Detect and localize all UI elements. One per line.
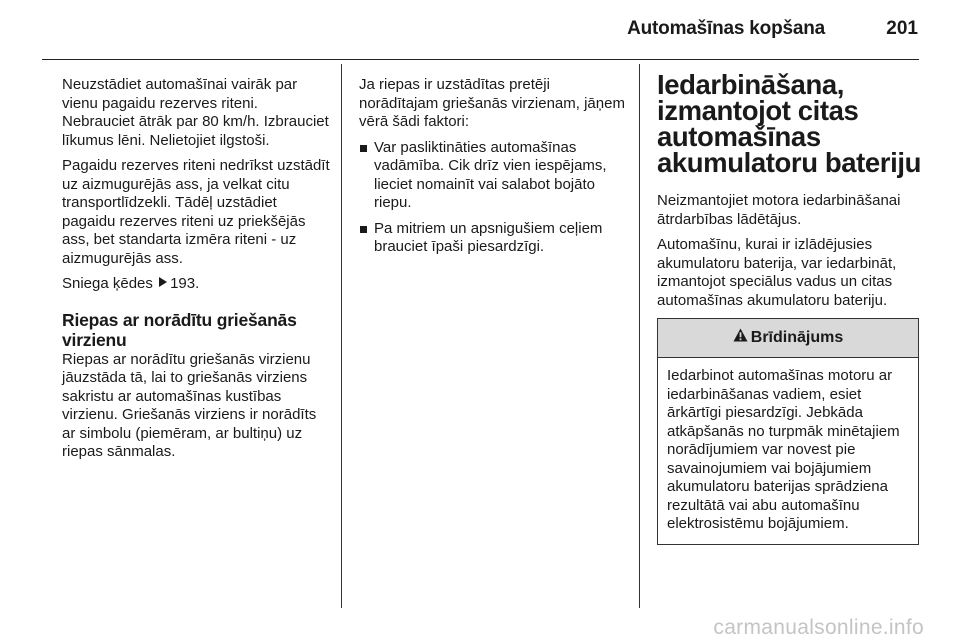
bullet-square-icon [360,226,367,233]
warning-header [658,319,918,358]
snow-chains-page-ref[interactable]: 193. [170,275,200,292]
warning-triangle-icon [733,328,748,348]
paragraph: Neizmantojiet motora iedarbināšanai ātrdarbības lādētājus. [657,192,901,228]
section-title: Iedarbināšana, izmantojot citas automašīnas akumulatoru bateriju [657,69,921,178]
paragraph: Automašīnu, kurai ir izlādējusies akumulatoru baterija, var iedarbināt, izmantojot speciālus vadus un citas automašīnas akumulatoru bateriju. [657,236,897,309]
snow-chains-reference[interactable] [62,275,330,294]
page-number: 201 [886,18,918,39]
watermark: carmanualsonline.info [713,616,924,639]
paragraph: Pagaidu rezerves riteni nedrīkst uzstādīt uz aizmugurējās ass, ja velkat citu transportlīdzekli. Tādēļ uzstādiet pagaidu rezerves riteni uz priekšējās ass, bet standarta izmēra riteni - uz aizmugurējās ass. [62,157,330,267]
warning-box [657,318,919,545]
bullet-list [359,139,625,257]
column-divider-2 [639,64,640,608]
warning-body: Iedarbinot automašīnas motoru ar iedarbināšanas vadiem, esiet ārkārtīgi piesardzīgi. Jebkāda atkāpšanās no turpmāk minētajiem norādījumiem var novest pie savainojumiem vai bojājumiem akumulatoru baterijas sprādziena rezultātā vai abu automašīnu elektrosistēmu bojājumiem. [667,367,900,532]
column-1 [62,76,330,469]
snow-chains-text: Sniega ķēdes [62,275,153,292]
column-2 [359,76,625,264]
header-divider [42,59,919,60]
paragraph: Riepas ar norādītu griešanās virzienu jāuzstāda tā, lai to griešanās virziens sakristu ar automašīnas kustības virzienu. Griešanās virziens ir norādīts ar simbolu (piemēram, ar bultiņu) uz riepas sānmalas. [62,350,317,460]
arrow-reference-icon [159,277,167,287]
bullet-square-icon [360,145,367,152]
header-title: Automašīnas kopšana [627,18,825,39]
paragraph: Ja riepas ir uzstādītas pretēji norādītajam griešanās virzienam, jāņem vērā šādi faktori: [359,76,625,130]
column-3 [657,69,923,545]
warning-title: Brīdinājums [750,328,844,346]
column-divider-1 [341,64,342,608]
list-item: Var pasliktināties automašīnas vadāmība. Cik drīz vien iespējams, lieciet nomainīt vai salabot bojāto riepu. [359,139,625,213]
subheading-directional-tyres: Riepas ar norādītu griešanās virzienu [62,309,297,350]
list-item: Pa mitriem un apsnigušiem ceļiem brauciet īpaši piesardzīgi. [359,220,625,257]
paragraph: Neuzstādiet automašīnai vairāk par vienu pagaidu rezerves riteni. Nebrauciet ātrāk par 80 km/h. Izbrauciet līkumus lēni. Nelietojiet ilgstoši. [62,76,329,149]
